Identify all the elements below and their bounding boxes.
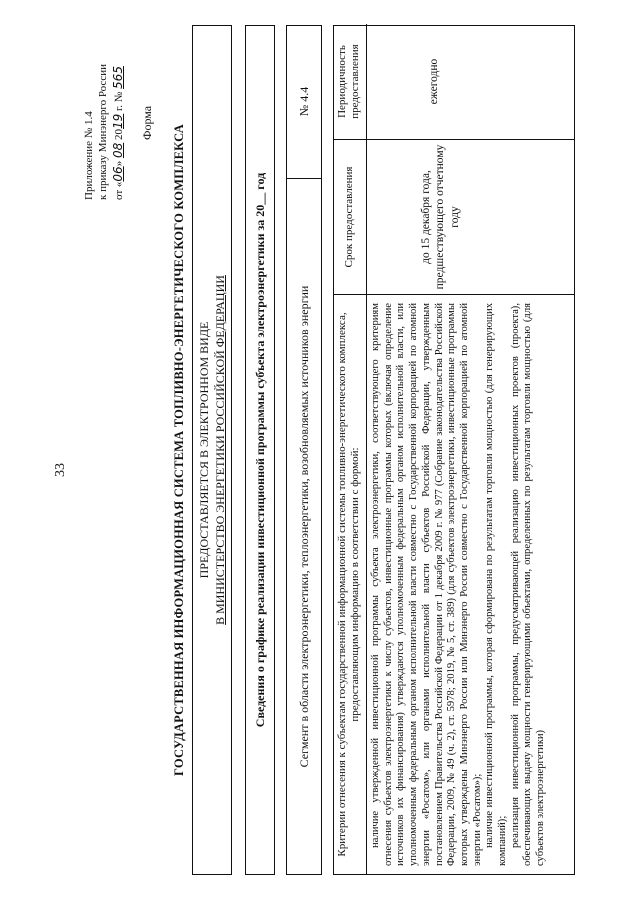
order-date-quote: »	[112, 160, 125, 167]
appendix-number: Приложение № 1.4	[83, 111, 95, 200]
order-number: 565	[110, 66, 125, 89]
criteria-table	[333, 25, 575, 875]
criteria-text	[367, 295, 551, 874]
criteria-paragraph-1: наличие утвержденной инвестиционной программы субъекта электроэнергетики, соответствующего критериям отнесения субъектов электроэнергетики к числу субъектов, инвестиционные программы которых (включая определение источников их финансирования) утверждаются уполномоченным федеральным органом исполнительной власти, или уполномоченным федеральным органом исполнительной власти совместно с Государственной корпорацией по атомной энергии «Росатом», или органами исполнительной власти субъектов Российской Федерации, утвержденным постановлением Правительства Российской Федерации от 1 декабря 2009 г. № 977 (Собрание законодательства Российской Федерации, 2009, № 49 (ч. 2), ст. 5978; 2019, № 5, ст. 389) (для субъектов электроэнергетики, инвестиционные программы которых утверждены Минэнерго России или Минэнерго России совместно с Государственной корпорацией по атомной энергии «Росатом»);	[370, 303, 483, 866]
deadline-value: до 15 декабря года, предшествующего отчетному году	[420, 144, 461, 290]
main-title: ГОСУДАРСТВЕННАЯ ИНФОРМАЦИОННАЯ СИСТЕМА ТОПЛИВНО-ЭНЕРГЕТИЧЕСКОГО КОМПЛЕКСА	[172, 124, 186, 776]
criteria-column	[334, 294, 574, 874]
deadline-column	[334, 139, 574, 294]
segment-code: № 4.4	[297, 86, 311, 117]
form-label: Форма	[140, 105, 154, 140]
ministry-line-2: В МИНИСТЕРСТВО ЭНЕРГЕТИКИ РОССИЙСКОЙ ФЕДЕРАЦИИ	[212, 275, 227, 625]
order-date-line	[111, 25, 127, 200]
order-day: 06	[110, 166, 125, 182]
segment-label: Сегмент в области электроэнергетики, теплоэнергетики, возобновляемых источников энергии	[287, 178, 321, 874]
ministry-box	[192, 25, 232, 875]
form-title: Сведения о графике реализации инвестиционной программы субъекта электроэнергетики за 20__ год	[245, 25, 275, 875]
deadline-header: Срок предоставления	[334, 140, 367, 294]
order-date-prefix: от «	[112, 181, 125, 200]
order-year-prefix: 20	[112, 129, 125, 141]
approval-block	[82, 25, 126, 200]
order-year: 19	[110, 113, 125, 130]
order-month: 08	[110, 142, 125, 159]
criteria-header: Критерии отнесения к субъектам государственной информационной системы топливно-энергетического комплекса, предоставляющим информацию в соответствии с формой:	[334, 295, 367, 874]
criteria-paragraph-2: наличие инвестиционной программы, которая сформирована по результатам торговли мощностью (для генерирующих компаний);	[484, 303, 509, 866]
segment-row	[286, 25, 322, 875]
period-column	[334, 24, 574, 139]
order-number-label: г. №	[112, 91, 125, 111]
period-header: Периодичность предоставления	[334, 24, 367, 139]
period-value: ежегодно	[428, 58, 440, 105]
page-number: 33	[53, 463, 68, 477]
ministry-line-1: ПРЕДОСТАВЛЯЕТСЯ В ЭЛЕКТРОННОМ ВИДЕ	[197, 321, 211, 579]
criteria-paragraph-3: реализация инвестиционной программы, предусматривающей реализацию инвестиционных проектов (проекта), обеспечивающих выдачу мощности генерирующими объектами, определенных по результатам торговли мощностью (для субъектов электроэнергетики)	[509, 303, 547, 866]
order-reference: к приказу Минэнерго России	[97, 64, 110, 200]
